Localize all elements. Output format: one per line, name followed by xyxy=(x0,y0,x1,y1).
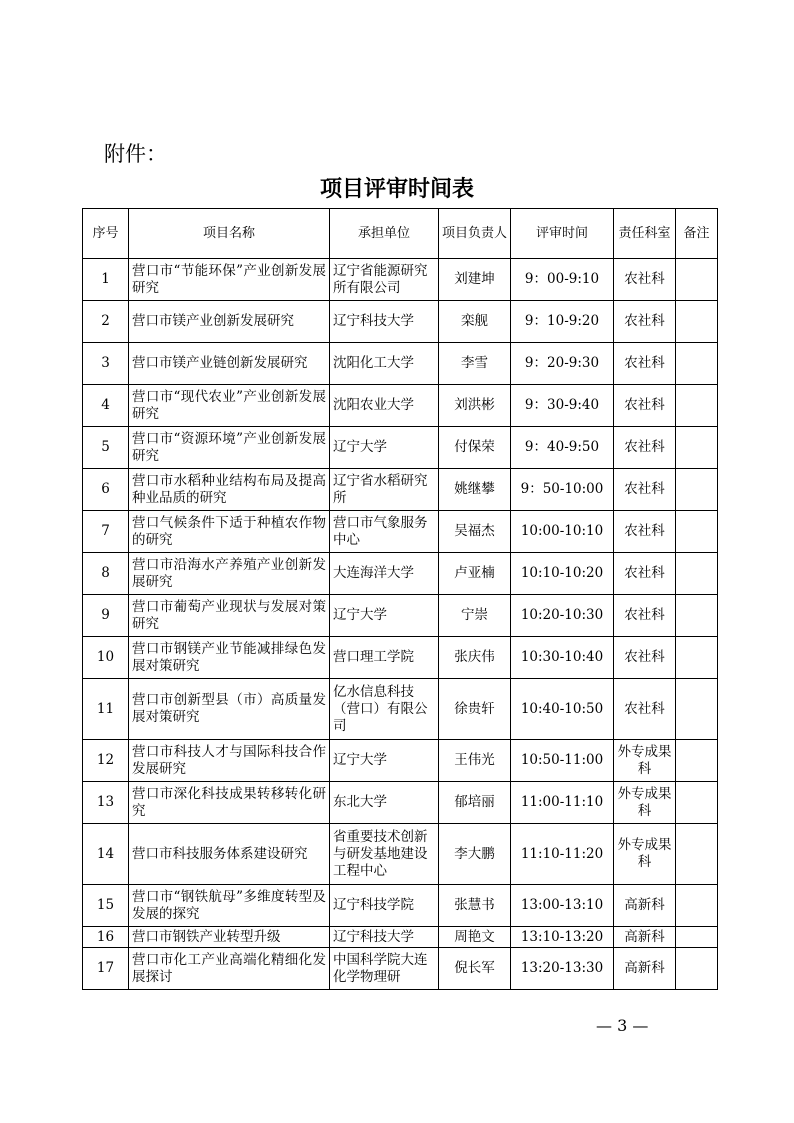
attachment-label: 附件： xyxy=(104,142,167,166)
remark-cell xyxy=(676,637,718,679)
remark-cell xyxy=(676,469,718,511)
project-name-cell: 营口市钢铁产业转型升级 xyxy=(129,927,330,948)
seq-cell: 5 xyxy=(83,427,129,469)
seq-cell: 11 xyxy=(83,679,129,740)
unit-cell: 大连海洋大学 xyxy=(330,553,439,595)
leader-cell: 宁崇 xyxy=(439,595,511,637)
table-row xyxy=(83,427,718,469)
unit-cell: 辽宁科技学院 xyxy=(330,885,439,927)
dept-cell: 外专成果科 xyxy=(614,782,676,824)
leader-cell: 李大鹏 xyxy=(439,824,511,885)
header-dept: 责任科室 xyxy=(614,209,676,259)
leader-cell: 张慧书 xyxy=(439,885,511,927)
table-row xyxy=(83,385,718,427)
leader-cell: 李雪 xyxy=(439,343,511,385)
time-cell: 9：30-9:40 xyxy=(511,385,614,427)
table-row xyxy=(83,637,718,679)
time-cell: 10:50-11:00 xyxy=(511,740,614,782)
dept-cell: 外专成果科 xyxy=(614,824,676,885)
unit-cell: 辽宁省水稻研究所 xyxy=(330,469,439,511)
remark-cell xyxy=(676,511,718,553)
dept-cell: 外专成果科 xyxy=(614,740,676,782)
time-cell: 9：40-9:50 xyxy=(511,427,614,469)
time-cell: 13:00-13:10 xyxy=(511,885,614,927)
table-row xyxy=(83,301,718,343)
time-cell: 9：10-9:20 xyxy=(511,301,614,343)
table-row xyxy=(83,469,718,511)
remark-cell xyxy=(676,782,718,824)
seq-cell: 6 xyxy=(83,469,129,511)
remark-cell xyxy=(676,259,718,301)
header-leader: 项目负责人 xyxy=(439,209,511,259)
seq-cell: 12 xyxy=(83,740,129,782)
unit-cell: 营口市气象服务中心 xyxy=(330,511,439,553)
unit-cell: 辽宁省能源研究所有限公司 xyxy=(330,259,439,301)
unit-cell: 沈阳农业大学 xyxy=(330,385,439,427)
time-cell: 13:20-13:30 xyxy=(511,948,614,990)
table-row xyxy=(83,679,718,740)
leader-cell: 张庆伟 xyxy=(439,637,511,679)
schedule-table xyxy=(82,208,718,990)
remark-cell xyxy=(676,679,718,740)
leader-cell: 栾舰 xyxy=(439,301,511,343)
project-name-cell: 营口市“钢铁航母”多维度转型及发展的探究 xyxy=(129,885,330,927)
time-cell: 10:00-10:10 xyxy=(511,511,614,553)
table-row xyxy=(83,782,718,824)
seq-cell: 13 xyxy=(83,782,129,824)
leader-cell: 吴福杰 xyxy=(439,511,511,553)
remark-cell xyxy=(676,343,718,385)
leader-cell: 倪长军 xyxy=(439,948,511,990)
remark-cell xyxy=(676,427,718,469)
project-name-cell: 营口市科技服务体系建设研究 xyxy=(129,824,330,885)
time-cell: 13:10-13:20 xyxy=(511,927,614,948)
leader-cell: 郁培丽 xyxy=(439,782,511,824)
time-cell: 11:00-11:10 xyxy=(511,782,614,824)
header-name: 项目名称 xyxy=(129,209,330,259)
table-row xyxy=(83,343,718,385)
project-name-cell: 营口市镁产业创新发展研究 xyxy=(129,301,330,343)
project-name-cell: 营口市水稻种业结构布局及提高种业品质的研究 xyxy=(129,469,330,511)
remark-cell xyxy=(676,885,718,927)
table-row xyxy=(83,885,718,927)
dept-cell: 高新科 xyxy=(614,927,676,948)
unit-cell: 辽宁大学 xyxy=(330,427,439,469)
time-cell: 10:10-10:20 xyxy=(511,553,614,595)
project-name-cell: 营口市镁产业链创新发展研究 xyxy=(129,343,330,385)
seq-cell: 16 xyxy=(83,927,129,948)
dept-cell: 农社科 xyxy=(614,511,676,553)
page-title: 项目评审时间表 xyxy=(319,177,474,202)
leader-cell: 付保荣 xyxy=(439,427,511,469)
dept-cell: 农社科 xyxy=(614,385,676,427)
time-cell: 11:10-11:20 xyxy=(511,824,614,885)
dept-cell: 高新科 xyxy=(614,885,676,927)
seq-cell: 8 xyxy=(83,553,129,595)
seq-cell: 17 xyxy=(83,948,129,990)
dept-cell: 农社科 xyxy=(614,469,676,511)
header-time: 评审时间 xyxy=(511,209,614,259)
dept-cell: 农社科 xyxy=(614,301,676,343)
header-seq: 序号 xyxy=(83,209,129,259)
dept-cell: 农社科 xyxy=(614,553,676,595)
time-cell: 9：00-9:10 xyxy=(511,259,614,301)
project-name-cell: 营口市创新型县（市）高质量发展对策研究 xyxy=(129,679,330,740)
leader-cell: 刘建坤 xyxy=(439,259,511,301)
seq-cell: 10 xyxy=(83,637,129,679)
header-row xyxy=(83,209,718,259)
project-name-cell: 营口市科技人才与国际科技合作发展研究 xyxy=(129,740,330,782)
dept-cell: 高新科 xyxy=(614,948,676,990)
seq-cell: 1 xyxy=(83,259,129,301)
remark-cell xyxy=(676,927,718,948)
unit-cell: 辽宁大学 xyxy=(330,740,439,782)
time-cell: 9：50-10:00 xyxy=(511,469,614,511)
project-name-cell: 营口市“节能环保”产业创新发展研究 xyxy=(129,259,330,301)
unit-cell: 辽宁科技大学 xyxy=(330,927,439,948)
remark-cell xyxy=(676,301,718,343)
seq-cell: 3 xyxy=(83,343,129,385)
remark-cell xyxy=(676,385,718,427)
unit-cell: 辽宁大学 xyxy=(330,595,439,637)
remark-cell xyxy=(676,948,718,990)
table-row xyxy=(83,927,718,948)
project-name-cell: 营口市“资源环境”产业创新发展研究 xyxy=(129,427,330,469)
table-row xyxy=(83,259,718,301)
unit-cell: 东北大学 xyxy=(330,782,439,824)
project-name-cell: 营口市沿海水产养殖产业创新发展研究 xyxy=(129,553,330,595)
seq-cell: 9 xyxy=(83,595,129,637)
time-cell: 10:30-10:40 xyxy=(511,637,614,679)
project-name-cell: 营口市钢镁产业节能减排绿色发展对策研究 xyxy=(129,637,330,679)
remark-cell xyxy=(676,740,718,782)
dept-cell: 农社科 xyxy=(614,259,676,301)
unit-cell: 省重要技术创新与研发基地建设工程中心 xyxy=(330,824,439,885)
table-row xyxy=(83,740,718,782)
dept-cell: 农社科 xyxy=(614,595,676,637)
leader-cell: 王伟光 xyxy=(439,740,511,782)
table-row xyxy=(83,948,718,990)
page-number: — 3 — xyxy=(596,1016,649,1035)
project-name-cell: 营口市“现代农业”产业创新发展研究 xyxy=(129,385,330,427)
dept-cell: 农社科 xyxy=(614,637,676,679)
seq-cell: 14 xyxy=(83,824,129,885)
project-name-cell: 营口市化工产业高端化精细化发展探讨 xyxy=(129,948,330,990)
remark-cell xyxy=(676,595,718,637)
project-name-cell: 营口市深化科技成果转移转化研究 xyxy=(129,782,330,824)
remark-cell xyxy=(676,553,718,595)
table-row xyxy=(83,511,718,553)
unit-cell: 中国科学院大连化学物理研 xyxy=(330,948,439,990)
leader-cell: 卢亚楠 xyxy=(439,553,511,595)
leader-cell: 刘洪彬 xyxy=(439,385,511,427)
leader-cell: 周艳文 xyxy=(439,927,511,948)
dept-cell: 农社科 xyxy=(614,343,676,385)
unit-cell: 营口理工学院 xyxy=(330,637,439,679)
time-cell: 10:20-10:30 xyxy=(511,595,614,637)
unit-cell: 亿水信息科技（营口）有限公司 xyxy=(330,679,439,740)
time-cell: 9：20-9:30 xyxy=(511,343,614,385)
seq-cell: 15 xyxy=(83,885,129,927)
time-cell: 10:40-10:50 xyxy=(511,679,614,740)
table-row xyxy=(83,824,718,885)
table-row xyxy=(83,595,718,637)
seq-cell: 4 xyxy=(83,385,129,427)
header-unit: 承担单位 xyxy=(330,209,439,259)
remark-cell xyxy=(676,824,718,885)
header-remark: 备注 xyxy=(676,209,718,259)
project-name-cell: 营口气候条件下适于种植农作物的研究 xyxy=(129,511,330,553)
seq-cell: 7 xyxy=(83,511,129,553)
dept-cell: 农社科 xyxy=(614,427,676,469)
table-row xyxy=(83,553,718,595)
dept-cell: 农社科 xyxy=(614,679,676,740)
unit-cell: 辽宁科技大学 xyxy=(330,301,439,343)
leader-cell: 姚继攀 xyxy=(439,469,511,511)
leader-cell: 徐贵轩 xyxy=(439,679,511,740)
unit-cell: 沈阳化工大学 xyxy=(330,343,439,385)
project-name-cell: 营口市葡萄产业现状与发展对策研究 xyxy=(129,595,330,637)
seq-cell: 2 xyxy=(83,301,129,343)
